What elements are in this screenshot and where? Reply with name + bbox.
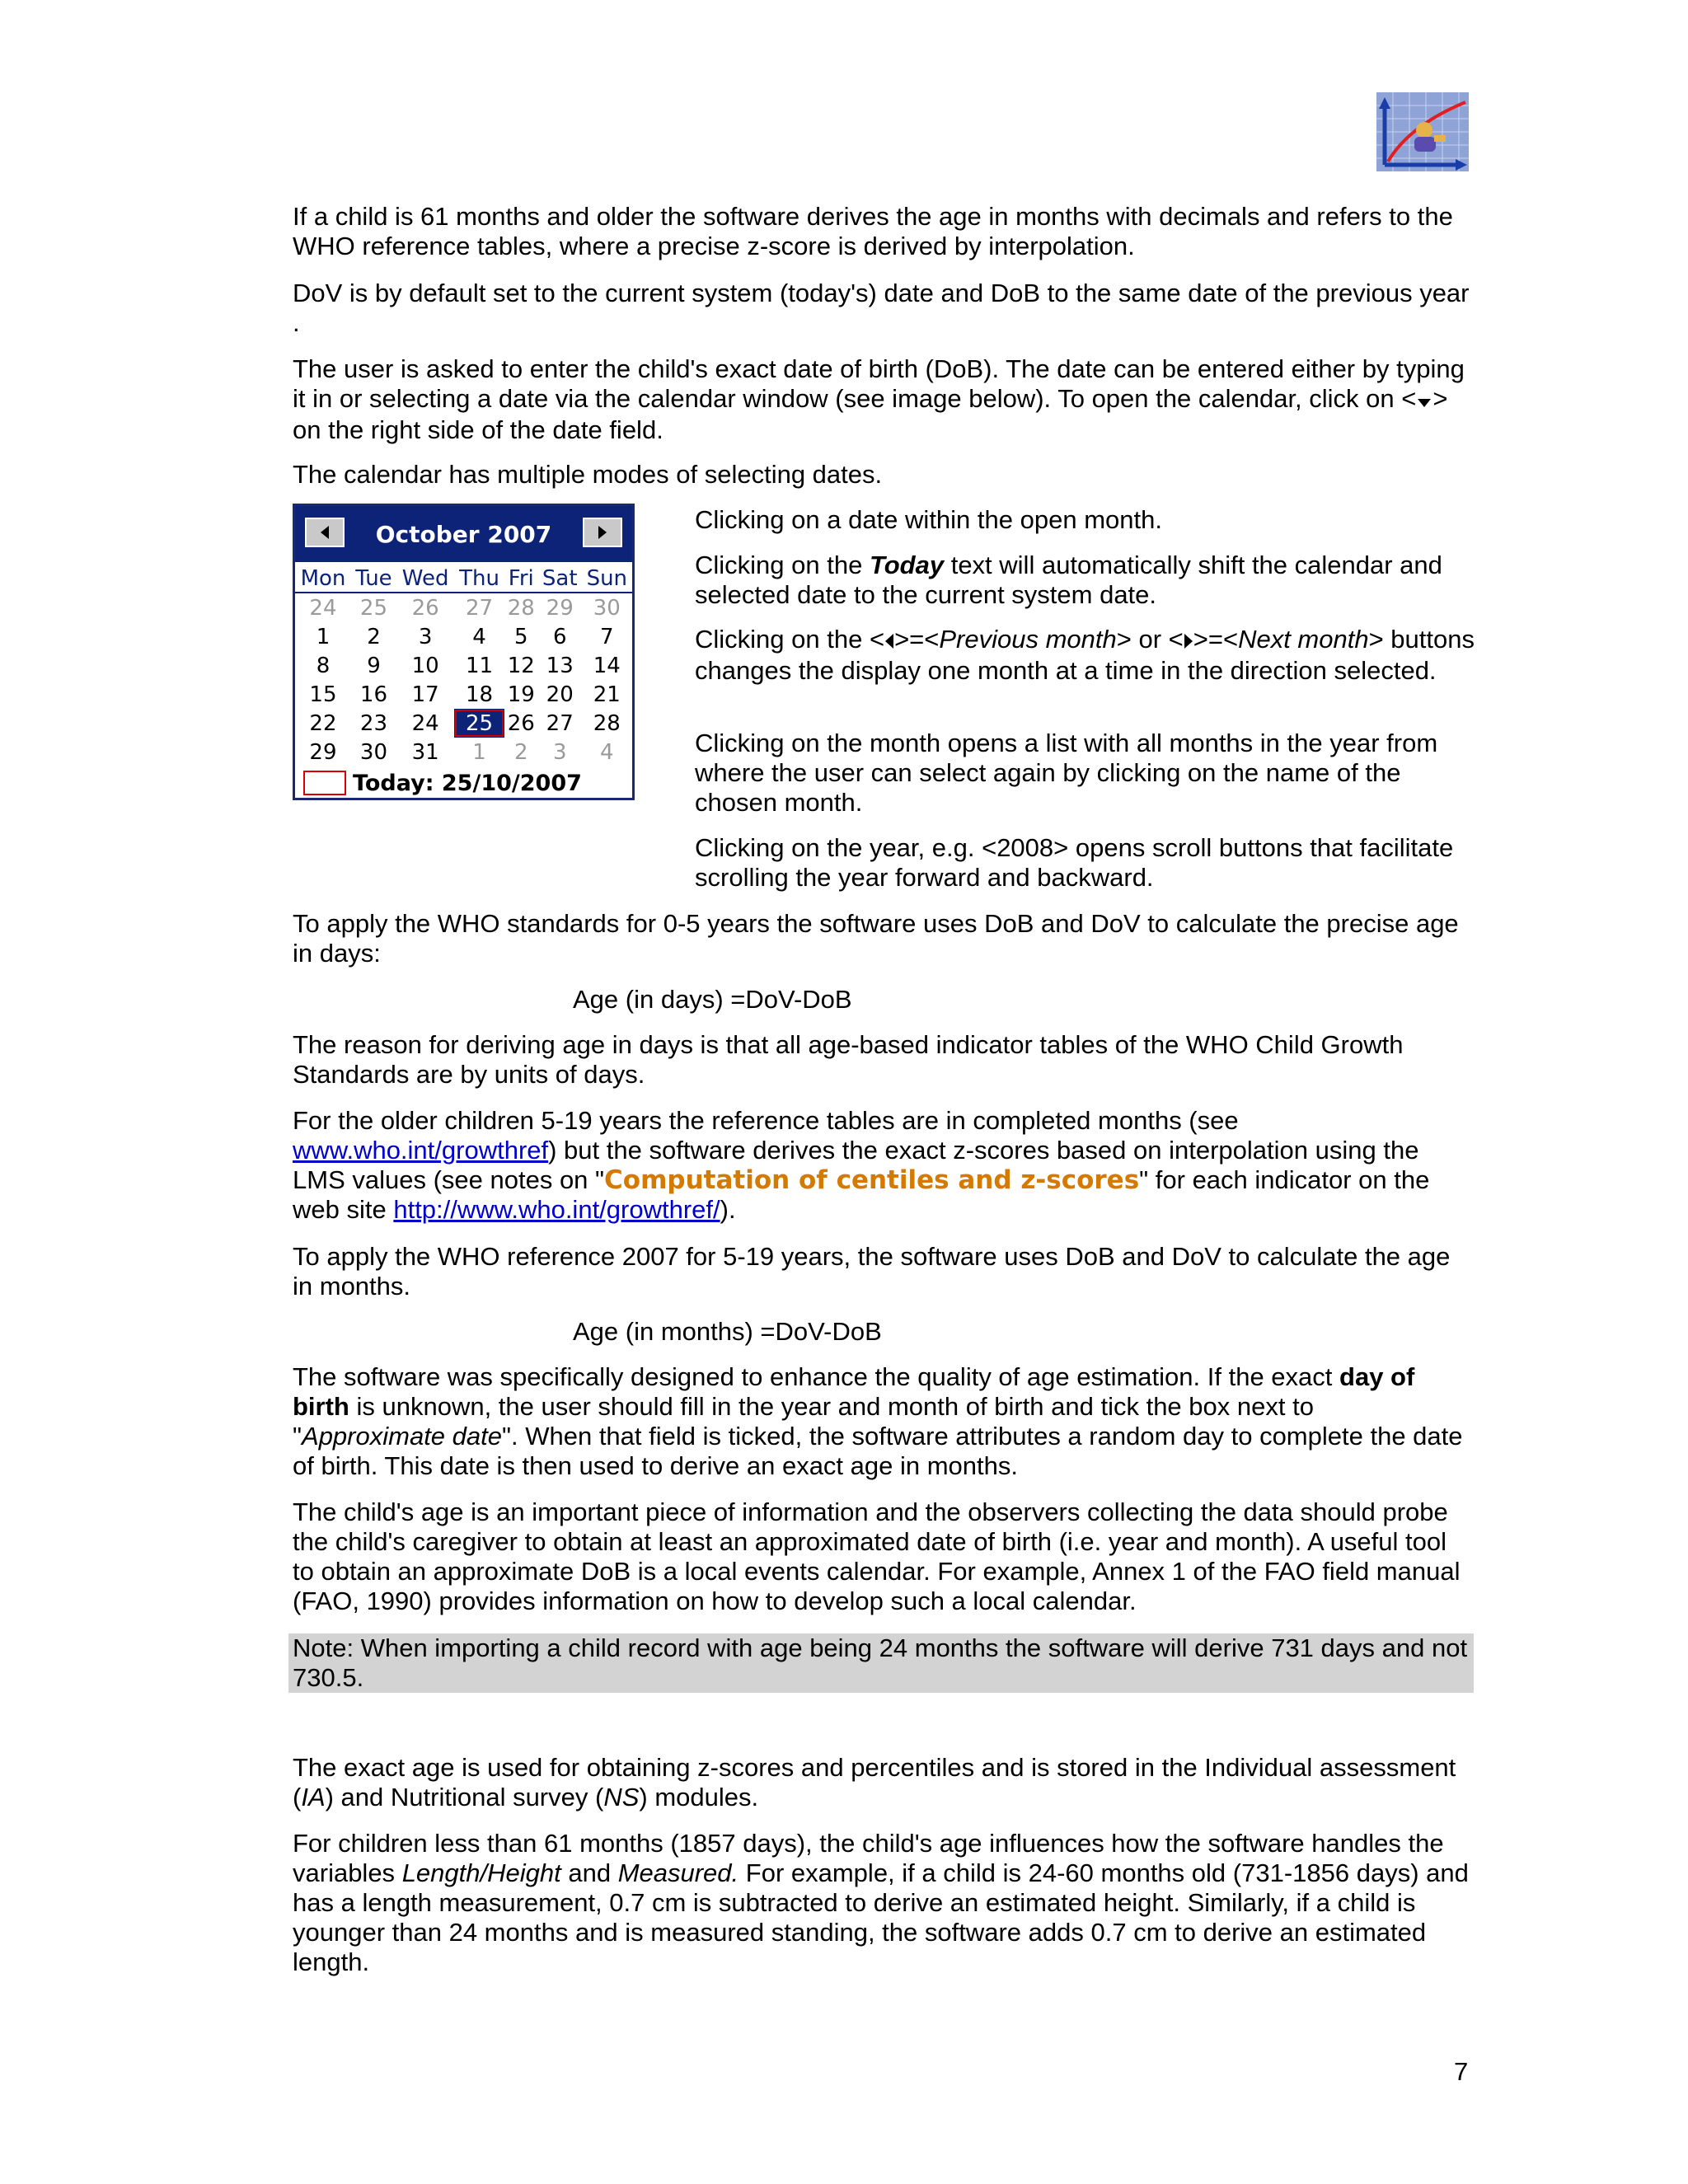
calendar-mode-month: Clicking on the month opens a list with all months in the year from where the user can select again by clicking on the name of the chosen month. xyxy=(695,729,1438,817)
weekday-header: Fri xyxy=(504,565,538,593)
calendar-day[interactable]: 20 xyxy=(546,682,574,707)
calendar-day[interactable]: 2 xyxy=(514,739,528,765)
who-anthro-logo-icon xyxy=(1376,92,1469,171)
text: The user is asked to enter the child's exact date of birth (DoB). The date can be entered either by typing it in or selecting a date via the calendar window (see image below). To open the calendar, click on < xyxy=(293,354,1465,413)
calendar-day[interactable]: 25 xyxy=(359,595,388,621)
triangle-right-icon xyxy=(1184,626,1193,656)
paragraph-enter-dob xyxy=(293,354,1471,445)
calendar-day[interactable]: 13 xyxy=(546,653,574,678)
calendar-day[interactable]: 11 xyxy=(465,653,494,678)
calendar-day[interactable]: 2 xyxy=(367,624,381,649)
weekday-header: Mon xyxy=(295,565,351,593)
paragraph-dov-default: DoV is by default set to the current system (today's) date and DoB to the same date of the previous year . xyxy=(293,279,1470,337)
text: > buttons changes the display one month at a time in the direction selected. xyxy=(695,625,1475,685)
text: day of birth xyxy=(293,1362,1415,1421)
text: is unknown, the user should fill in the year and month of birth and tick the box next to " xyxy=(293,1392,1314,1451)
calendar-day[interactable]: 28 xyxy=(593,710,621,736)
calendar-day[interactable]: 16 xyxy=(359,682,388,707)
text: ) but the software derives the exact z-scores based on interpolation using the LMS values (see notes on " xyxy=(293,1136,1419,1194)
text: NS xyxy=(603,1783,640,1811)
calendar-day[interactable]: 24 xyxy=(309,595,337,621)
calendar-day[interactable]: 17 xyxy=(411,682,439,707)
calendar-day[interactable]: 15 xyxy=(309,682,337,707)
text: The software was specifically designed to enhance the quality of age estimation. If the exact xyxy=(293,1362,1340,1391)
today-emphasis: Today xyxy=(869,551,945,579)
text: and xyxy=(560,1858,618,1887)
calendar-widget xyxy=(293,504,635,800)
text: Clicking on the < xyxy=(695,625,885,654)
paragraph-age-estimation xyxy=(293,1362,1471,1481)
weekday-header: Thu xyxy=(454,565,504,593)
text: >=< xyxy=(894,625,940,654)
text: For example, if a child is 24-60 months old (731-1856 days) and has a length measurement, 0.7 cm is subtracted to derive an estimated height. Similarly, if a child is younger than 24 months and is measured standing, the software adds 0.7 cm to derive an estimated length. xyxy=(293,1858,1469,1976)
text: text will automatically shift the calendar and selected date to the current system date. xyxy=(695,551,1442,609)
link-growthref[interactable]: www.who.int/growthref xyxy=(293,1136,549,1165)
arrow-right-icon xyxy=(597,525,608,540)
calendar-day[interactable]: 5 xyxy=(514,624,528,649)
weekday-header: Tue xyxy=(351,565,396,593)
today-marker-box xyxy=(303,771,346,795)
calendar-day[interactable]: 1 xyxy=(316,624,331,649)
calendar-day[interactable]: 1 xyxy=(472,739,486,765)
paragraph-older-children xyxy=(293,1106,1471,1225)
text: > or < xyxy=(1116,625,1184,654)
calendar-day[interactable]: 8 xyxy=(316,653,331,678)
calendar-day[interactable]: 19 xyxy=(507,682,535,707)
next-month-button[interactable] xyxy=(583,518,622,547)
calendar-week xyxy=(295,709,632,738)
text: Approximate date xyxy=(302,1422,502,1451)
calendar-day[interactable]: 14 xyxy=(593,653,621,678)
dropdown-arrow-icon xyxy=(1416,386,1432,415)
text: ) modules. xyxy=(639,1783,759,1811)
calendar-day[interactable]: 10 xyxy=(411,653,439,678)
link-growthref-url[interactable]: http://www.who.int/growthref/ xyxy=(393,1195,720,1224)
text: " for each indicator on the web site xyxy=(293,1165,1430,1224)
calendar-day[interactable]: 23 xyxy=(359,710,388,736)
calendar-week xyxy=(295,622,632,651)
text: Clicking on the xyxy=(695,551,870,579)
calendar-mode-year: Clicking on the year, e.g. <2008> opens scroll buttons that facilitate scrolling the year forward and backward. xyxy=(695,833,1454,892)
calendar-day[interactable]: 6 xyxy=(552,624,567,649)
calendar-day[interactable]: 26 xyxy=(507,710,535,736)
calendar-day[interactable]: 9 xyxy=(367,653,381,678)
calendar-day[interactable]: 30 xyxy=(359,739,388,765)
text: >=< xyxy=(1193,625,1239,654)
calendar-header xyxy=(295,506,632,562)
calendar-day[interactable]: 29 xyxy=(546,595,574,621)
calendar-day[interactable]: 27 xyxy=(546,710,574,736)
paragraph-reference-2007: To apply the WHO reference 2007 for 5-19 years, the software uses DoB and DoV to calculate the age in months. xyxy=(293,1242,1451,1301)
weekday-header: Sun xyxy=(582,565,632,593)
text: For the older children 5-19 years the reference tables are in completed months (see xyxy=(293,1106,1239,1135)
page-number: 7 xyxy=(1454,2057,1469,2086)
paragraph-age-61-months: If a child is 61 months and older the software derives the age in months with decimals and refers to the WHO reference tables, where a precise z-score is derived by interpolation. xyxy=(293,202,1453,260)
formula-age-days: Age (in days) =DoV-DoB xyxy=(573,985,852,1014)
calendar-day[interactable]: 29 xyxy=(309,739,337,765)
calendar-day[interactable]: 30 xyxy=(593,595,621,621)
text: IA xyxy=(301,1783,326,1811)
text: The exact age is used for obtaining z-scores and percentiles and is stored in the Individual assessment ( xyxy=(293,1753,1456,1811)
calendar-grid xyxy=(295,565,632,766)
calendar-day[interactable]: 24 xyxy=(411,710,439,736)
calendar-day[interactable]: 3 xyxy=(418,624,433,649)
text: > on the right side of the date field. xyxy=(293,384,1448,444)
calendar-day[interactable]: 4 xyxy=(472,624,486,649)
text: Length/Height xyxy=(401,1858,561,1887)
calendar-day[interactable]: 26 xyxy=(411,595,439,621)
calendar-mode-prev-next xyxy=(695,625,1478,686)
calendar-day[interactable]: 21 xyxy=(593,682,621,707)
calendar-week xyxy=(295,651,632,680)
calendar-mode-today xyxy=(695,551,1478,610)
triangle-left-icon xyxy=(884,626,894,656)
text: ). xyxy=(720,1195,736,1224)
paragraph-calendar-modes: The calendar has multiple modes of selecting dates. xyxy=(293,460,883,489)
formula-age-months: Age (in months) =DoV-DoB xyxy=(573,1317,882,1346)
paragraph-reason-days: The reason for deriving age in days is that all age-based indicator tables of the WHO Child Growth Standards are by units of days. xyxy=(293,1030,1404,1089)
paragraph-apply-standards: To apply the WHO standards for 0-5 years the software uses DoB and DoV to calculate the precise age in days: xyxy=(293,909,1459,968)
calendar-day[interactable]: 27 xyxy=(465,595,494,621)
note-text: Note: When importing a child record with age being 24 months the software will derive 731 days and not 730.5. xyxy=(293,1633,1468,1692)
paragraph-exact-age xyxy=(293,1753,1471,1812)
calendar-week xyxy=(295,738,632,766)
text: ) and Nutritional survey ( xyxy=(325,1783,604,1811)
text: ". When that field is ticked, the software attributes a random day to complete the date of birth. This date is then used to derive an exact age in months. xyxy=(293,1422,1463,1480)
calendar-day[interactable]: 12 xyxy=(507,653,535,678)
calendar-mode-date: Clicking on a date within the open month. xyxy=(695,505,1162,534)
calendar-today-link[interactable] xyxy=(303,770,582,796)
calendar-day-selected[interactable]: 25 xyxy=(454,709,504,738)
today-label: Today: 25/10/2007 xyxy=(353,770,582,796)
calendar-month-year[interactable]: October 2007 xyxy=(375,521,552,548)
calendar-day[interactable]: 31 xyxy=(411,739,439,765)
text: For children less than 61 months (1857 days), the child's age influences how the software handles the variables xyxy=(293,1829,1444,1887)
text: Next month xyxy=(1238,625,1369,654)
text: Measured. xyxy=(617,1858,739,1887)
calendar-day[interactable]: 18 xyxy=(465,682,494,707)
calendar-day[interactable]: 22 xyxy=(309,710,337,736)
calendar-week xyxy=(295,680,632,709)
weekday-header: Wed xyxy=(396,565,454,593)
calendar-day[interactable]: 7 xyxy=(600,624,614,649)
computation-title: Computation of centiles and z-scores xyxy=(604,1165,1140,1195)
text: Previous month xyxy=(939,625,1117,654)
calendar-day[interactable]: 4 xyxy=(600,739,614,765)
weekday-header: Sat xyxy=(538,565,582,593)
calendar-day[interactable]: 3 xyxy=(552,739,567,765)
calendar-week xyxy=(295,593,632,622)
paragraph-less-than-61 xyxy=(293,1829,1471,1977)
calendar-day[interactable]: 28 xyxy=(507,595,535,621)
paragraph-childs-age: The child's age is an important piece of information and the observers collecting the data should probe the child's caregiver to obtain at least an approximated date of birth (i.e. year and month). A useful tool to obtain an approximate DoB is a local events calendar. For example, Annex 1 of the FAO field manual (FAO, 1990) provides information on how to develop such a local calendar. xyxy=(293,1497,1461,1615)
